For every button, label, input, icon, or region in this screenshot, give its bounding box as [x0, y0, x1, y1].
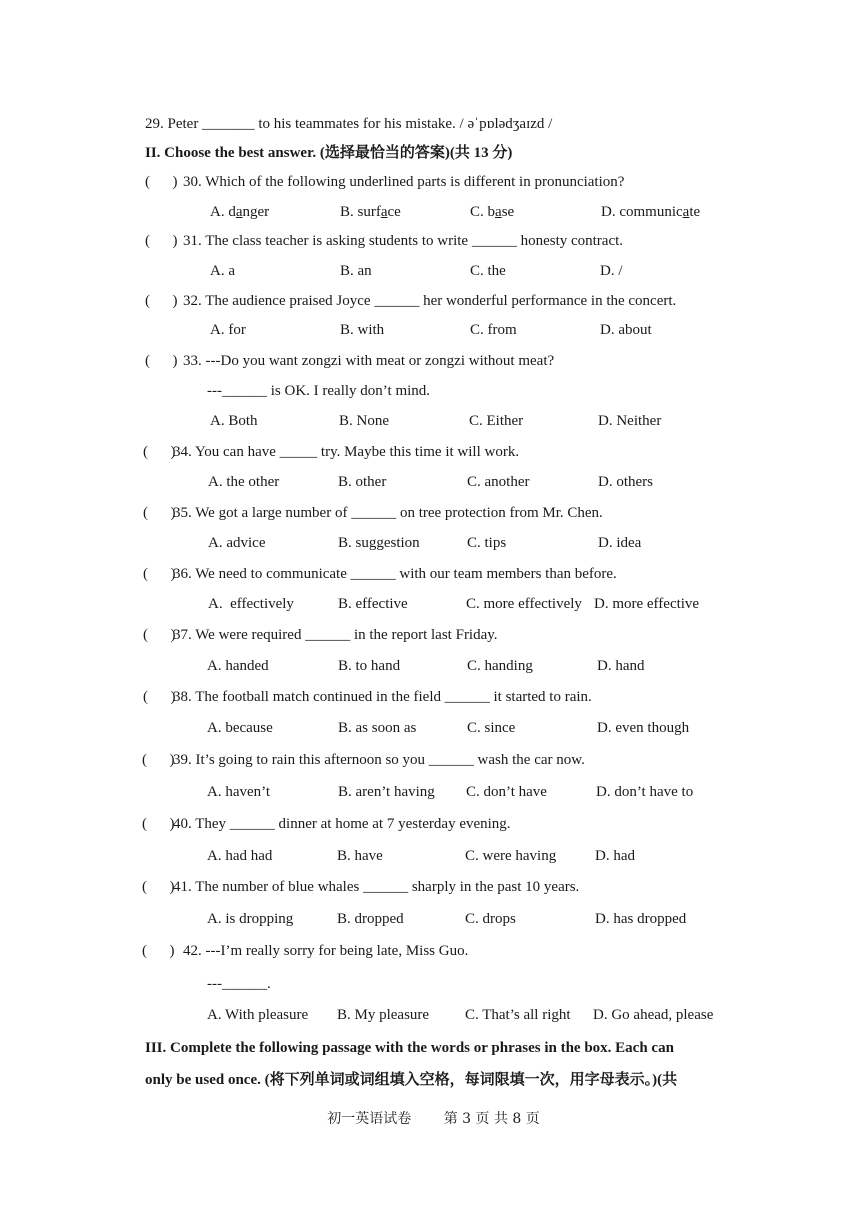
footer-title: 初一英语试卷 [327, 1111, 412, 1127]
answer-parenthesis[interactable]: ( ) [145, 174, 178, 190]
answer-parenthesis[interactable]: ( ) [143, 689, 176, 705]
underlined-letter: a [235, 204, 243, 220]
option-c[interactable]: C. handing [467, 658, 533, 674]
option-a[interactable]: A. advice [208, 535, 266, 551]
underlined-letter: a [380, 204, 388, 220]
option-a[interactable]: A. Both [210, 413, 258, 429]
option-b[interactable]: B. with [340, 322, 385, 338]
option-c[interactable]: C. don’t have [466, 784, 547, 800]
option-b[interactable]: B. to hand [338, 658, 401, 674]
option-d[interactable]: D. Neither [598, 413, 662, 429]
question-stem: 42. ---I’m really sorry for being late, Miss Guo. [183, 943, 469, 959]
option-b[interactable]: B. as soon as [338, 720, 417, 736]
answer-parenthesis[interactable]: ( ) [142, 752, 175, 768]
section-2-heading [145, 143, 512, 163]
option-c[interactable]: C. were having [465, 848, 557, 864]
option-d[interactable]: D. hand [597, 658, 645, 674]
page-footer [0, 1108, 867, 1128]
section-3-line-2: only be used once. (将下列单词或词组填入空格，每词限填一次，用字母表示。)(共 [145, 1072, 678, 1088]
option-d[interactable]: D. even though [597, 720, 690, 736]
option-c[interactable]: C. That’s all right [465, 1007, 571, 1023]
footer-page-number: 第 3 页 共 8 页 [443, 1111, 540, 1127]
answer-parenthesis[interactable]: ( ) [143, 566, 176, 582]
option-b[interactable]: B. surface [340, 204, 401, 220]
question-stem: 34. You can have _____ try. Maybe this time it will work. [173, 444, 520, 460]
option-c[interactable]: C. base [470, 204, 515, 220]
answer-parenthesis[interactable]: ( ) [142, 816, 175, 832]
option-a[interactable]: A. handed [207, 658, 269, 674]
option-b[interactable]: B. None [339, 413, 389, 429]
answer-parenthesis[interactable]: ( ) [143, 444, 176, 460]
option-a[interactable]: A. the other [208, 474, 280, 490]
question-stem: 39. It’s going to rain this afternoon so you ______ wash the car now. [173, 752, 585, 768]
option-b[interactable]: B. effective [338, 596, 408, 612]
option-a[interactable]: A. had had [207, 848, 273, 864]
section-3-heading [145, 1038, 674, 1058]
answer-parenthesis[interactable]: ( ) [142, 943, 175, 959]
option-d[interactable]: D. had [595, 848, 635, 864]
question-stem: 37. We were required ______ in the report last Friday. [173, 627, 498, 643]
underlined-letter: a [682, 204, 690, 220]
answer-parenthesis[interactable]: ( ) [142, 879, 175, 895]
option-b[interactable]: B. have [337, 848, 383, 864]
option-d[interactable]: D. communicate [601, 204, 701, 220]
option-a[interactable]: A. danger [210, 204, 270, 220]
question-stem: 32. The audience praised Joyce ______ her wonderful performance in the concert. [183, 293, 677, 309]
question-stem: 35. We got a large number of ______ on tree protection from Mr. Chen. [173, 505, 603, 521]
question-stem: 31. The class teacher is asking students to write ______ honesty contract. [183, 233, 624, 249]
option-a[interactable]: A. because [207, 720, 273, 736]
option-d[interactable]: D. Go ahead, please [593, 1007, 714, 1023]
answer-parenthesis[interactable]: ( ) [145, 233, 178, 249]
option-b[interactable]: B. aren’t having [338, 784, 435, 800]
question-29-text: 29. Peter _______ to his teammates for his mistake. / əˈpɒlədʒaɪzd / [145, 116, 553, 132]
option-a[interactable]: A. a [210, 263, 235, 279]
option-b[interactable]: B. dropped [337, 911, 404, 927]
question-stem: 33. ---Do you want zongzi with meat or zongzi without meat? [183, 353, 555, 369]
option-a[interactable]: A. haven’t [207, 784, 271, 800]
question-stem: 36. We need to communicate ______ with our team members than before. [173, 566, 617, 582]
question-stem-continuation: ---______ is OK. I really don’t mind. [207, 383, 431, 399]
option-c[interactable]: C. the [470, 263, 506, 279]
answer-parenthesis[interactable]: ( ) [145, 293, 178, 309]
question-stem-continuation: ---______. [207, 976, 271, 992]
option-c[interactable]: C. drops [465, 911, 516, 927]
option-d[interactable]: D. / [600, 263, 623, 279]
question-stem: 38. The football match continued in the field ______ it started to rain. [173, 689, 592, 705]
option-c[interactable]: C. Either [469, 413, 524, 429]
option-a[interactable]: A. for [210, 322, 246, 338]
answer-parenthesis[interactable]: ( ) [143, 505, 176, 521]
option-d[interactable]: D. has dropped [595, 911, 687, 927]
option-b[interactable]: B. suggestion [338, 535, 420, 551]
section-3-line-1: III. Complete the following passage with the words or phrases in the box. Each can [145, 1040, 674, 1056]
option-b[interactable]: B. My pleasure [337, 1007, 430, 1023]
question-stem: 30. Which of the following underlined parts is different in pronunciation? [183, 174, 625, 190]
option-d[interactable]: D. about [600, 322, 652, 338]
question-stem: 41. The number of blue whales ______ sharply in the past 10 years. [173, 879, 580, 895]
section-3-heading-cont [145, 1070, 677, 1090]
option-d[interactable]: D. idea [598, 535, 642, 551]
answer-parenthesis[interactable]: ( ) [145, 353, 178, 369]
option-c[interactable]: C. another [467, 474, 530, 490]
option-c[interactable]: C. since [467, 720, 516, 736]
option-a[interactable]: A. effectively [208, 596, 294, 612]
option-b[interactable]: B. other [338, 474, 387, 490]
option-d[interactable]: D. don’t have to [596, 784, 694, 800]
option-b[interactable]: B. an [340, 263, 372, 279]
option-c[interactable]: C. tips [467, 535, 507, 551]
question-29 [145, 114, 552, 134]
option-a[interactable]: A. is dropping [207, 911, 294, 927]
section-2-heading-text: II. Choose the best answer. (选择最恰当的答案)(共 13 分) [145, 145, 513, 161]
option-a[interactable]: A. With pleasure [207, 1007, 309, 1023]
underlined-letter: a [495, 204, 502, 220]
question-stem: 40. They ______ dinner at home at 7 yesterday evening. [173, 816, 511, 832]
option-c[interactable]: C. from [470, 322, 517, 338]
option-d[interactable]: D. others [598, 474, 653, 490]
option-c[interactable]: C. more effectively [466, 596, 582, 612]
answer-parenthesis[interactable]: ( ) [143, 627, 176, 643]
option-d[interactable]: D. more effective [594, 596, 700, 612]
